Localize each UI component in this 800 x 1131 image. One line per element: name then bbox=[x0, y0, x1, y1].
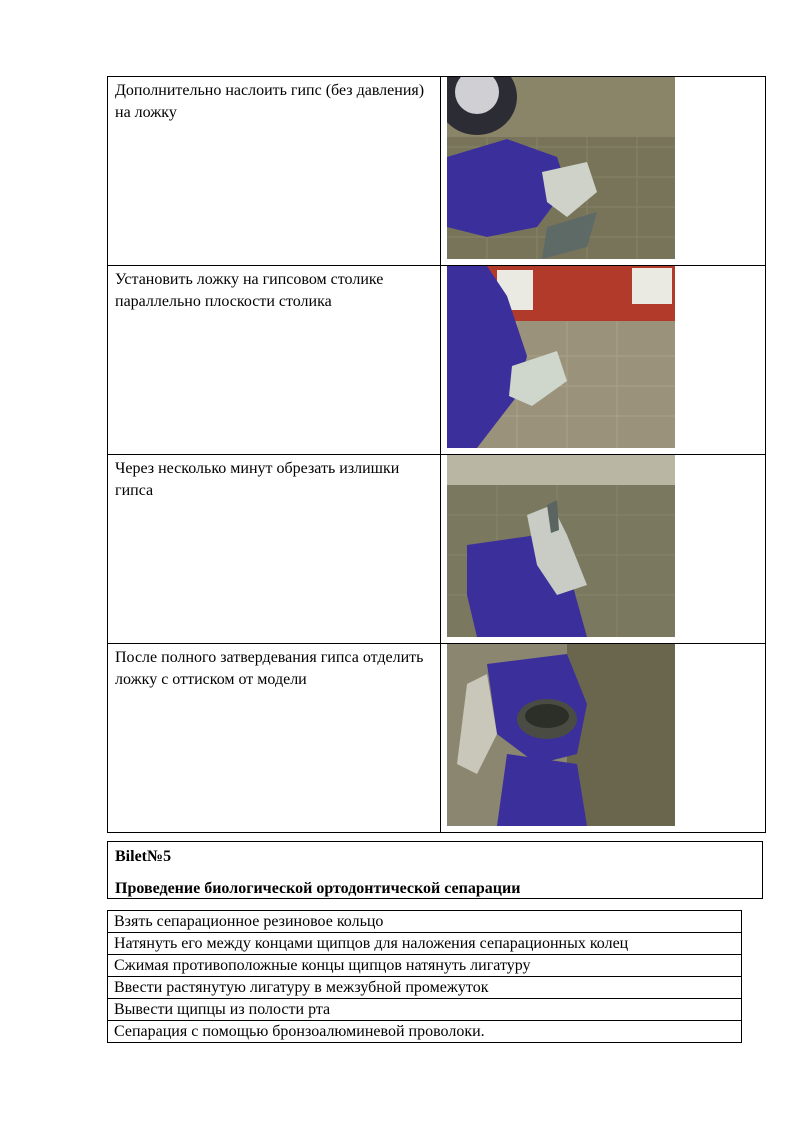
procedure-step: Натянуть его между концами щипцов для наложения сепарационных колец bbox=[108, 933, 742, 955]
bilet-title: Проведение биологической ортодонтической сепарации bbox=[115, 880, 521, 897]
procedure-step: Ввести растянутую лигатуру в межзубной промежуток bbox=[108, 977, 742, 999]
step-photo bbox=[447, 266, 675, 448]
procedure-step: Сжимая противоположные концы щипцов натянуть лигатуру bbox=[108, 955, 742, 977]
steps-table bbox=[107, 76, 766, 833]
table-row bbox=[108, 999, 742, 1021]
procedure-step: Вывести щипцы из полости рта bbox=[108, 999, 742, 1021]
step-row bbox=[108, 455, 766, 644]
table-row bbox=[108, 933, 742, 955]
step-row bbox=[108, 266, 766, 455]
step-photo bbox=[447, 77, 675, 259]
step-photo bbox=[447, 455, 675, 637]
table-row bbox=[108, 955, 742, 977]
table-row bbox=[108, 1021, 742, 1043]
step-text: Установить ложку на гипсовом столике параллельно плоскости столика bbox=[108, 266, 441, 455]
step-text: После полного затвердевания гипса отделить ложку с оттиском от модели bbox=[108, 644, 441, 833]
table-row bbox=[108, 911, 742, 933]
procedure-step: Взять сепарационное резиновое кольцо bbox=[108, 911, 742, 933]
procedure-table bbox=[107, 910, 742, 1043]
step-text: Через несколько минут обрезать излишки гипса bbox=[108, 455, 441, 644]
step-photo bbox=[447, 644, 675, 826]
step-row bbox=[108, 644, 766, 833]
step-row bbox=[108, 77, 766, 266]
table-row bbox=[108, 977, 742, 999]
bilet-header bbox=[107, 841, 763, 899]
step-text: Дополнительно наслоить гипс (без давления) на ложку bbox=[108, 77, 441, 266]
bilet-number: Bilet№5 bbox=[115, 848, 172, 865]
procedure-step: Сепарация с помощью бронзоалюминевой проволоки. bbox=[108, 1021, 742, 1043]
